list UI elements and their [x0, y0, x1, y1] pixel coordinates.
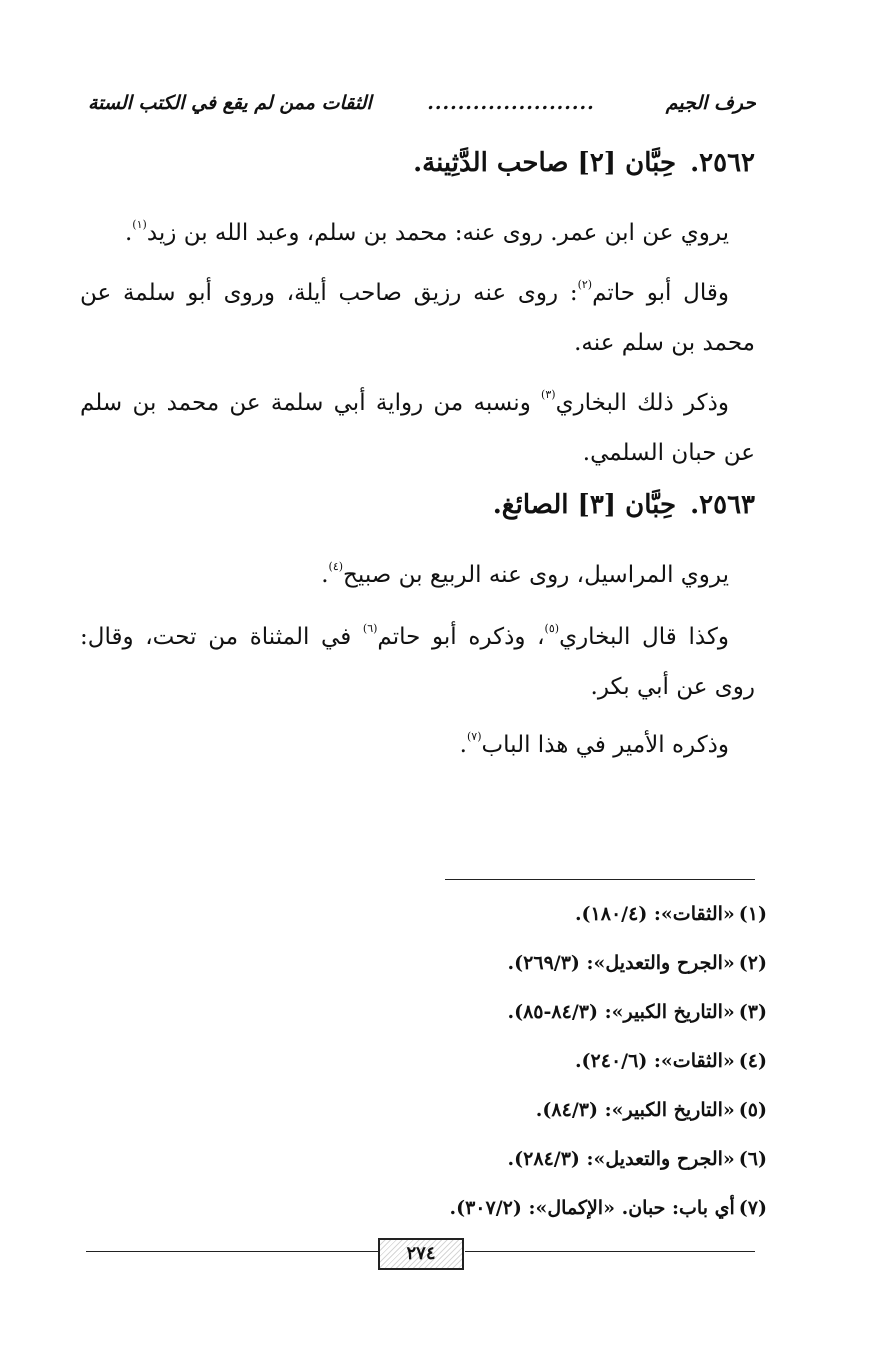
footnote-item — [80, 1138, 767, 1187]
footnote-number: (٦) — [738, 1148, 767, 1170]
footnote-text: «الثقات»: (١٨٠/٤). — [574, 903, 735, 925]
footnote-number: (١) — [738, 903, 767, 925]
header-dot-leader: ...................... — [427, 92, 595, 114]
footnote-text: «الجرح والتعديل»: (٢٦٩/٣). — [507, 952, 735, 974]
footnote-item — [80, 1187, 767, 1236]
footnote-text: «التاريخ الكبير»: (٨٤/٣-٨٥). — [507, 1001, 735, 1023]
paragraph-text: : روى عنه رزيق صاحب أيلة، وروى أبو سلمة عن محمد بن سلم عنه. — [80, 280, 755, 356]
footnote-item — [80, 1089, 767, 1138]
bottom-rule-left — [86, 1251, 378, 1252]
entry-paragraph — [80, 378, 755, 478]
entry-paragraph — [80, 612, 755, 712]
paragraph-text: ونسبه من رواية أبي سلمة عن محمد بن سلم عن حبان السلمي. — [80, 390, 755, 466]
footnote-separator — [445, 879, 755, 880]
paragraph-text: . — [321, 562, 329, 588]
footnote-text: «الجرح والتعديل»: (٢٨٤/٣). — [507, 1148, 735, 1170]
paragraph-text: . — [459, 732, 467, 758]
footnotes-list — [80, 893, 767, 1236]
bottom-rule-right — [465, 1251, 755, 1252]
header-chapter-title: حرف الجيم — [665, 92, 756, 114]
paragraph-text: يروي عن ابن عمر. روى عنه: محمد بن سلم، وعبد الله بن زيد — [146, 220, 729, 246]
entry-name: حِبَّان [٢] صاحب الدَّثِينة. — [413, 148, 677, 178]
entry-number: ٢٥٦٣. — [690, 490, 755, 520]
running-header — [88, 92, 756, 124]
footnote-ref[interactable]: (٦) — [362, 622, 378, 635]
footnote-item — [80, 991, 767, 1040]
paragraph-text: يروي المراسيل، روى عنه الربيع بن صبيح — [343, 562, 729, 588]
entry-number: ٢٥٦٢. — [690, 148, 755, 178]
footnote-number: (٢) — [738, 952, 767, 974]
paragraph-text: ، وذكره أبو حاتم — [377, 624, 545, 650]
entry-heading-2563 — [493, 490, 755, 520]
entry-paragraph — [80, 720, 755, 770]
paragraph-text: في المثناة من تحت، وقال: روى عن أبي بكر. — [80, 624, 755, 700]
paragraph-text: . — [124, 220, 133, 246]
entry-paragraph — [80, 208, 755, 258]
footnote-ref[interactable]: (١) — [132, 218, 147, 231]
entry-paragraph — [80, 268, 755, 368]
footnote-number: (٥) — [738, 1099, 767, 1121]
paragraph-text: وقال أبو حاتم — [592, 280, 729, 306]
footnote-item — [80, 942, 767, 991]
footnote-number: (٣) — [738, 1001, 767, 1023]
header-book-title: الثقات ممن لم يقع في الكتب الستة — [88, 92, 372, 114]
paragraph-text: وذكر ذلك البخاري — [555, 390, 729, 416]
footnote-item — [80, 893, 767, 942]
footnote-text: أي باب: حبان. «الإكمال»: (٣٠٧/٢). — [449, 1197, 735, 1219]
footnote-ref[interactable]: (٥) — [544, 622, 560, 635]
footnote-item — [80, 1040, 767, 1089]
footnote-ref[interactable]: (٣) — [541, 388, 556, 401]
footnote-text: «الثقات»: (٢٤٠/٦). — [574, 1050, 735, 1072]
entry-heading-2562 — [413, 148, 755, 178]
footnote-ref[interactable]: (٢) — [577, 278, 593, 291]
entry-name: حِبَّان [٣] الصائغ. — [492, 490, 677, 520]
entry-paragraph — [80, 550, 755, 600]
footnote-ref[interactable]: (٧) — [466, 730, 482, 743]
footnote-number: (٤) — [738, 1050, 767, 1072]
footnote-number: (٧) — [738, 1197, 767, 1219]
paragraph-text: وذكره الأمير في هذا الباب — [481, 732, 729, 758]
footnote-text: «التاريخ الكبير»: (٨٤/٣). — [535, 1099, 735, 1121]
footnote-ref[interactable]: (٤) — [328, 560, 344, 573]
paragraph-text: وكذا قال البخاري — [559, 624, 729, 650]
page-number: ٢٧٤ — [406, 1243, 436, 1264]
